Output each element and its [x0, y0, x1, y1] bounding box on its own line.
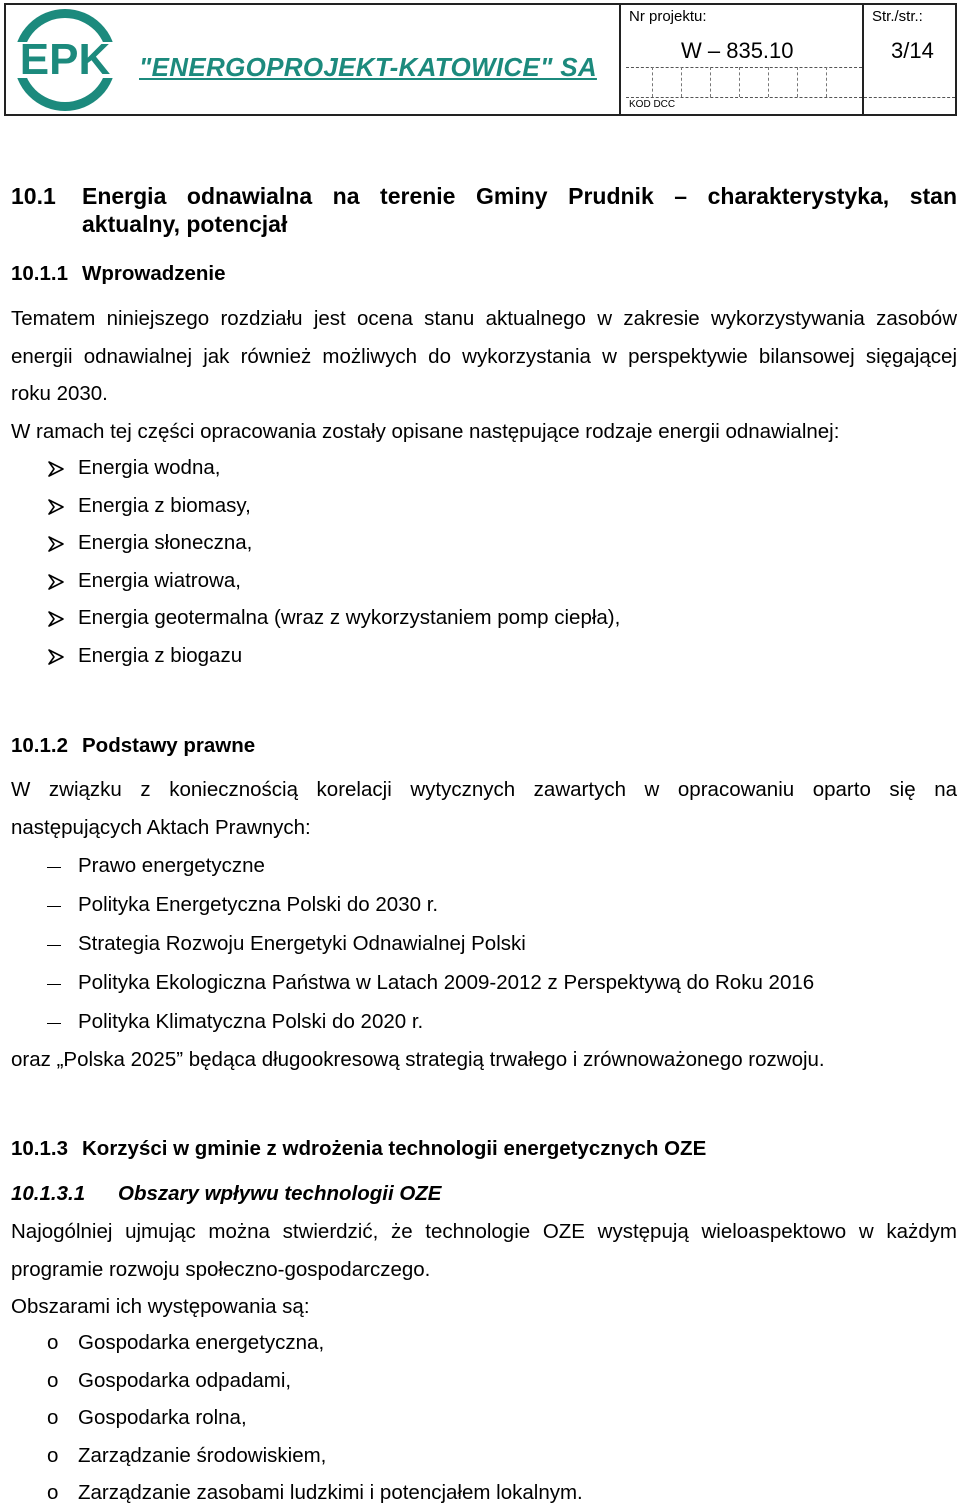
project-cell [621, 5, 864, 114]
circle-bullet-icon: o [47, 1369, 59, 1392]
paragraph-line: Tematem niniejszego rozdziału jest ocena stanu aktualnego w zakresie wykorzystywania zasobów [11, 307, 957, 330]
circle-bullet-icon: o [47, 1444, 59, 1467]
dash-bullet-icon [47, 867, 61, 868]
epk-logo [13, 8, 117, 112]
subsection-title: Korzyści w gminie z wdrożenia technologii energetycznych OZE [82, 1137, 707, 1160]
divider [864, 97, 955, 98]
list-item-text: Energia słoneczna, [78, 531, 253, 554]
subsection-title: Podstawy prawne [82, 734, 256, 757]
document-header [4, 3, 957, 116]
list-item-text: Zarządzanie zasobami ludzkimi i potencjałem lokalnym. [78, 1481, 583, 1504]
paragraph-line: energii odnawialnej jak również możliwych do wykorzystania w perspektywie bilansowej sięgającej [11, 344, 957, 368]
list-item-text: Gospodarka energetyczna, [78, 1331, 325, 1354]
list-item-text: Zarządzanie środowiskiem, [78, 1444, 327, 1467]
page-label: Str./str.: [872, 8, 923, 25]
divider [626, 97, 862, 98]
circle-bullet-icon: o [47, 1481, 59, 1504]
arrow-bullet-icon [47, 610, 65, 628]
list-item-text: Energia wodna, [78, 456, 221, 479]
subsubsection-number: 10.1.3.1 [11, 1182, 86, 1205]
circle-bullet-icon: o [47, 1331, 59, 1354]
list-item-text: Energia z biogazu [78, 644, 243, 667]
subsection-number: 10.1.2 [11, 734, 68, 757]
section-title-line2: aktualny, potencjał [82, 211, 288, 237]
list-item-text: Energia z biomasy, [78, 494, 251, 517]
dash-bullet-icon [47, 945, 61, 946]
circle-bullet-icon: o [47, 1406, 59, 1429]
paragraph-line: programie rozwoju społeczno-gospodarczego. [11, 1257, 431, 1281]
benefits-paragraph [11, 1213, 957, 1326]
subsection-title: Wprowadzenie [82, 262, 226, 285]
dash-bullet-icon [47, 1023, 61, 1024]
code-boxes [626, 67, 862, 97]
project-number: W – 835.10 [681, 38, 794, 63]
paragraph-line: Najogólniej ujmując można stwierdzić, że technologie OZE występują wieloaspektowo w każdym [11, 1220, 957, 1243]
logo-text: EPK [19, 35, 111, 84]
page-cell [864, 5, 955, 114]
list-item-text: Polityka Ekologiczna Państwa w Latach 2009-2012 z Perspektywą do Roku 2016 [78, 971, 815, 994]
paragraph-line: Obszarami ich występowania są: [11, 1295, 310, 1318]
arrow-bullet-icon [47, 460, 65, 478]
arrow-bullet-icon [47, 648, 65, 666]
paragraph-line: W ramach tej części opracowania zostały opisane następujące rodzaje energii odnawialnej: [11, 419, 840, 443]
list-item-text: Gospodarka odpadami, [78, 1369, 292, 1392]
paragraph-line: następujących Aktach Prawnych: [11, 815, 311, 839]
section-title-line1: Energia odnawialna na terenie Gminy Prudnik – charakterystyka, stan [82, 183, 957, 209]
page-number: 3/14 [891, 38, 934, 63]
list-item-text: Polityka Klimatyczna Polski do 2020 r. [78, 1010, 424, 1033]
arrow-bullet-icon [47, 498, 65, 516]
dash-bullet-icon [47, 984, 61, 985]
list-item-text: Energia geotermalna (wraz z wykorzystaniem pomp ciepła), [78, 606, 621, 629]
list-item-text: Prawo energetyczne [78, 854, 265, 877]
company-name: "ENERGOPROJEKT-KATOWICE" SA [139, 52, 597, 82]
list-item-text: Strategia Rozwoju Energetyki Odnawialnej Polski [78, 932, 526, 955]
paragraph-line: W związku z koniecznością korelacji wytycznych zawartych w opracowaniu oparto się na [11, 778, 957, 801]
paragraph-line: oraz „Polska 2025” będąca długookresową strategią trwałego i zrównoważonego rozwoju. [11, 1048, 825, 1071]
list-item-text: Energia wiatrowa, [78, 569, 241, 592]
intro-paragraph [11, 300, 957, 450]
logo-cell [6, 5, 621, 114]
list-item-text: Gospodarka rolna, [78, 1406, 247, 1429]
legal-paragraph [11, 771, 957, 846]
list-item-text: Polityka Energetyczna Polski do 2030 r. [78, 893, 439, 916]
subsection-number: 10.1.3 [11, 1137, 68, 1160]
arrow-bullet-icon [47, 573, 65, 591]
subsubsection-title: Obszary wpływu technologii OZE [118, 1182, 442, 1205]
legal-closing [11, 1041, 957, 1079]
arrow-bullet-icon [47, 535, 65, 553]
section-number: 10.1 [11, 183, 56, 209]
subsection-number: 10.1.1 [11, 262, 68, 285]
project-label: Nr projektu: [629, 8, 707, 25]
dash-bullet-icon [47, 906, 61, 907]
kod-dcc-label: KOD DCC [629, 99, 676, 110]
paragraph-line: roku 2030. [11, 382, 108, 405]
